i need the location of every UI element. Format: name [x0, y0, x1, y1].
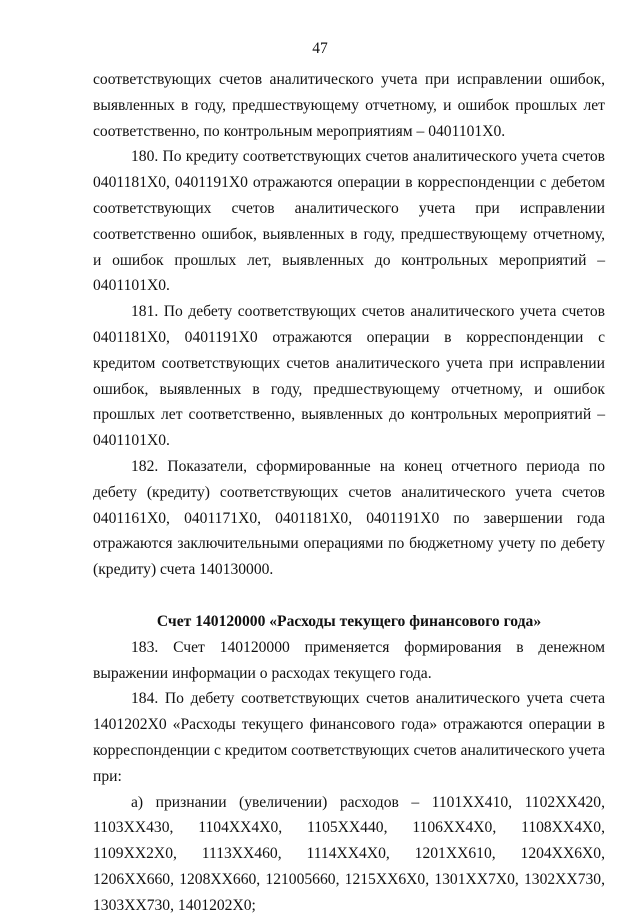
paragraph-183: 183. Счет 140120000 применяется формирования в денежном выражении информации о расходах текущего года. — [93, 638, 605, 682]
section-heading: Счет 140120000 «Расходы текущего финансового года» — [156, 612, 542, 630]
page-number: 47 — [312, 40, 328, 57]
paragraph-184: 184. По дебету соответствующих счетов аналитического учета счета 1401202Х0 «Расходы текущего финансового года» отражаются операции в корреспонденции с кредитом соответствующих счетов аналитического учета при: — [93, 690, 605, 785]
document-body — [93, 67, 605, 919]
paragraph-180: 180. По кредиту соответствующих счетов аналитического учета счетов 0401181Х0, 0401191Х0 отражаются операции в корреспонденции с дебетом соответствующих счетов аналитического учета при исправлении соответственно ошибок, выявленных в году, предшествующему отчетному, и ошибок прошлых лет, выявленных до контрольных мероприятий – 0401101Х0. — [93, 148, 605, 295]
paragraph-181: 181. По дебету соответствующих счетов аналитического учета счетов 0401181Х0, 0401191Х0 отражаются операции в корреспонденции с кредитом соответствующих счетов аналитического учета при исправлении ошибок, выявленных в году, предшествующему отчетному, и ошибок прошлых лет соответственно, выявленных до контрольных мероприятий – 0401101Х0. — [93, 303, 605, 450]
paragraph-continuation: соответствующих счетов аналитического учета при исправлении ошибок, выявленных в году, предшествующему отчетному, и ошибок прошлых лет соответственно, по контрольным мероприятиям – 0401101Х0. — [93, 71, 605, 140]
paragraph-184a: а) признании (увеличении) расходов – 1101ХХ410, 1102ХХ420, 1103ХХ430, 1104ХХ4Х0, 1105ХХ440, 1106ХХ4Х0, 1108ХХ4Х0, 1109ХХ2Х0, 1113ХХ460, 1114ХХ4Х0, 1201ХХ610, 1204ХХ6Х0, 1206ХХ660, 1208ХХ660, 121005660, 1215ХХ6Х0, 1301ХХ7Х0, 1302ХХ730, 1303ХХ730, 1401202Х0; — [93, 793, 605, 914]
paragraph-182: 182. Показатели, сформированные на конец отчетного периода по дебету (кредиту) соответствующих счетов аналитического учета счетов 0401161Х0, 0401171Х0, 0401181Х0, 0401191Х0 по завершении года отражаются заключительными операциями по бюджетному учету по дебету (кредиту) счета 140130000. — [93, 457, 605, 579]
